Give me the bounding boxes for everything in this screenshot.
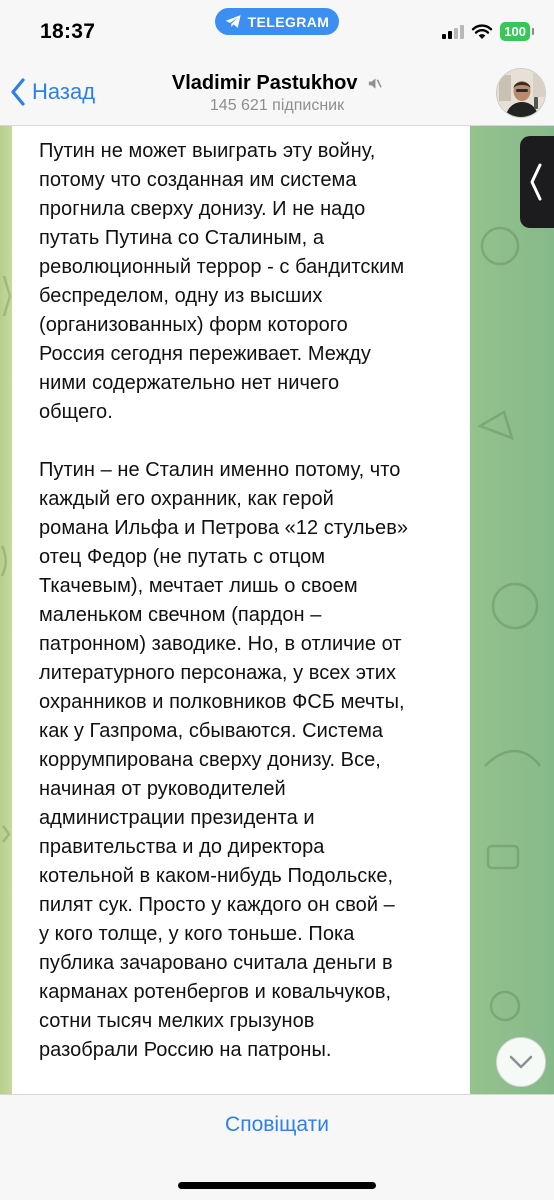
message-text: [39, 137, 469, 1094]
chat-header: [0, 60, 554, 126]
signal-icon: [442, 25, 464, 39]
wifi-icon: [471, 24, 493, 40]
status-icons: [442, 22, 534, 41]
message-bubble[interactable]: [12, 126, 470, 1094]
back-label: Назад: [32, 79, 96, 104]
avatar[interactable]: [496, 68, 546, 118]
message-paragraph: Путин – не Сталин именно потому, что каждый его охранник, как герой романа Ильфа и Петрова «12 стульев» отец Федор (не путать с отцом Ткачевым), мечтает лишь о своем маленьком свечном (пардон – патронном) заводике. Но, в отличие от литературного персонажа, у всех этих охранников и полковников ФСБ мечты, как у Газпрома, сбываются. Система коррумпирована сверху донизу. Все, начиная от руководителей администрации президента и правительства и до директора котельной в каком-нибудь Подольске, пилят сук. Просто у каждого он свой – у кого толще, у кого тоньше. Пока публика зачаровано считала деньги в карманах ротенбергов и ковальчуков, сотни тысяч мелких грызунов разобрали Россию на патроны.: [39, 459, 409, 1061]
message-paragraph: Путин не может выиграть эту войну, потому что созданная им система прогнила сверху донизу. И не надо путать Путина со Сталиным, а революционный террор - с бандитским беспределом, одну из высших (организованных) форм которого Россия сегодня переживает. Между ними содержательно нет ничего общего.: [39, 140, 405, 423]
channel-title-block[interactable]: [0, 72, 554, 95]
status-time: 18:37: [40, 20, 96, 43]
bottom-bar: [0, 1094, 554, 1200]
chevron-down-icon: [509, 1055, 533, 1069]
return-to-telegram-pill[interactable]: [215, 8, 339, 35]
subscriber-count: 145 621 підписник: [209, 97, 345, 114]
scroll-to-bottom-button[interactable]: [496, 1037, 546, 1087]
status-bar: [0, 0, 554, 60]
telegram-plane-icon: [225, 14, 242, 29]
side-panel-handle[interactable]: [520, 136, 554, 228]
mute-icon: [367, 76, 382, 91]
battery-icon: 100: [500, 22, 530, 41]
home-indicator[interactable]: [178, 1182, 376, 1189]
channel-name: Vladimir Pastukhov: [171, 72, 358, 94]
pill-label: TELEGRAM: [247, 13, 330, 30]
side-chevron-icon: [528, 162, 544, 202]
battery-tip: [532, 28, 534, 35]
notify-button[interactable]: Сповіщати: [225, 1113, 329, 1136]
chat-area[interactable]: [0, 126, 554, 1094]
